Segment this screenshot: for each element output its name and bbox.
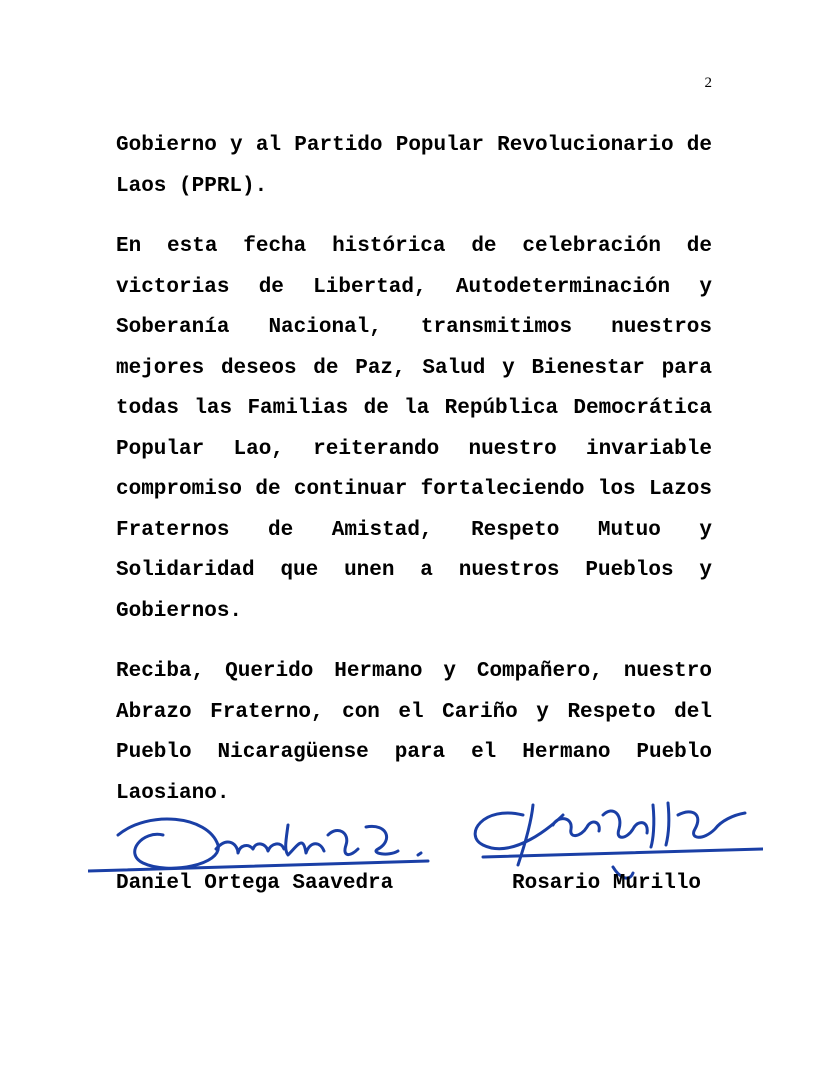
signatory-name-murillo: Rosario Murillo [512,872,702,895]
signature-rosario-murillo [463,785,763,885]
signatory-name-ortega: Daniel Ortega Saavedra [116,872,394,895]
paragraph-3: Reciba, Querido Hermano y Compañero, nuestro Abrazo Fraterno, con el Cariño y Respeto del Pueblo Nicaragüense para el Hermano Pueblo Laosiano. [116,660,712,805]
letter-body [116,126,712,834]
page-number: 2 [704,75,712,91]
signature-block [88,785,768,905]
paragraph-1: Gobierno y al Partido Popular Revolucionario de Laos (PPRL). [116,134,712,198]
paragraph-2: En esta fecha histórica de celebración de victorias de Libertad, Autodeterminación y Soberanía Nacional, transmitimos nuestros mejores deseos de Paz, Salud y Bienestar para todas las Familias de la República Democrática Popular Lao, reiterando nuestro invariable compromiso de continuar fortaleciendo los Lazos Fraternos de Amistad, Respeto Mutuo y Solidaridad que unen a nuestros Pueblos y Gobiernos. [116,235,712,623]
signature-daniel-ortega [88,805,448,875]
